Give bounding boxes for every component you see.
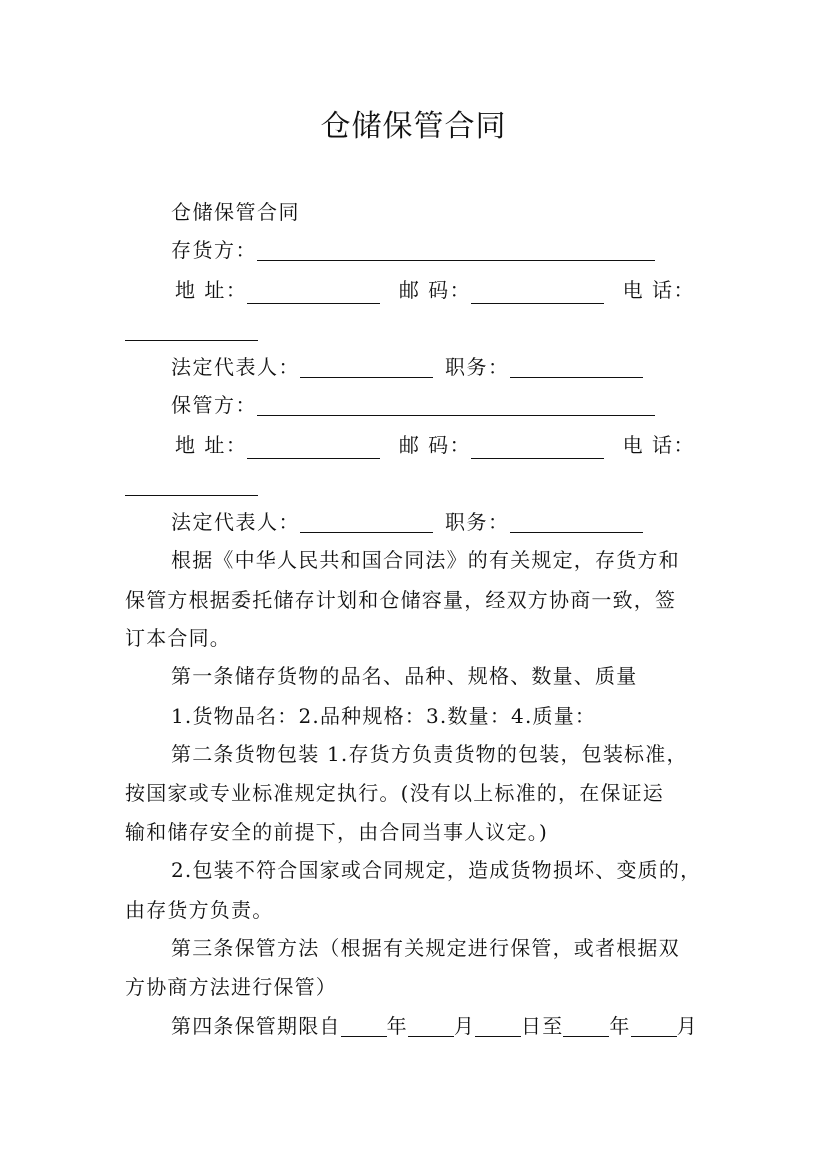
depositor-rep-label: 法定代表人： — [171, 355, 300, 379]
depositor-phone-label: 电 话： — [622, 278, 695, 302]
start-month-label: 月 — [453, 1014, 476, 1038]
depositor-phone-blank[interactable] — [125, 320, 258, 341]
depositor-rep-line — [171, 353, 643, 381]
paragraph-line: 输和储存安全的前提下，由合同当事人议定。) — [125, 820, 549, 844]
paragraph-line: 2.包装不符合国家或合同规定，造成货物损坏、变质的， — [171, 858, 702, 882]
start-year-label: 年 — [386, 1014, 408, 1038]
article-1-items: 1.货物品名：2.品种规格：3.数量：4.质量： — [171, 704, 597, 728]
start-day-label: 日至 — [521, 1014, 564, 1038]
keeper-address-blank[interactable] — [247, 438, 380, 459]
article-4-line — [171, 1012, 698, 1040]
depositor-label: 存货方： — [171, 238, 257, 262]
keeper-postcode-blank[interactable] — [471, 438, 604, 459]
subtitle-line: 仓储保管合同 — [171, 200, 300, 224]
depositor-contact-row — [175, 276, 695, 304]
keeper-phone-blank[interactable] — [125, 475, 258, 496]
keeper-phone-label: 电 话： — [622, 433, 695, 457]
depositor-position-label: 职务： — [445, 355, 510, 379]
keeper-rep-line — [171, 508, 643, 536]
document-title: 仓储保管合同 — [320, 109, 507, 144]
depositor-blank[interactable] — [257, 240, 655, 261]
keeper-contact-row — [175, 431, 695, 459]
keeper-address-label: 地 址： — [175, 433, 248, 457]
article-2-line: 第二条货物包装 1.存货方负责货物的包装，包装标准， — [171, 742, 688, 766]
depositor-address-blank[interactable] — [247, 283, 380, 304]
depositor-position-blank[interactable] — [510, 357, 643, 378]
end-month-blank[interactable] — [631, 1016, 677, 1037]
paragraph-line: 保管方根据委托储存计划和仓储容量，经双方协商一致，签 — [125, 588, 677, 612]
depositor-postcode-label: 邮 码： — [398, 278, 472, 302]
end-month-label: 月 — [676, 1014, 698, 1038]
keeper-position-label: 职务： — [445, 510, 510, 534]
end-year-blank[interactable] — [563, 1016, 609, 1037]
paragraph-line: 根据《中华人民共和国合同法》的有关规定，存货方和 — [171, 548, 680, 572]
keeper-postcode-label: 邮 码： — [398, 433, 472, 457]
end-year-label: 年 — [609, 1014, 631, 1038]
depositor-phone-line — [125, 316, 258, 344]
depositor-line — [171, 236, 655, 264]
paragraph-line: 订本合同。 — [125, 626, 231, 650]
keeper-rep-blank[interactable] — [300, 512, 433, 533]
start-year-blank[interactable] — [341, 1016, 387, 1037]
paragraph-line: 方协商方法进行保管） — [125, 975, 337, 999]
keeper-position-blank[interactable] — [510, 512, 643, 533]
keeper-line — [171, 391, 655, 419]
article-3-line: 第三条保管方法（根据有关规定进行保管，或者根据双 — [171, 936, 680, 960]
paragraph-line: 由存货方负责。 — [125, 898, 274, 922]
paragraph-line: 按国家或专业标准规定执行。(没有以上标准的，在保证运 — [125, 781, 665, 805]
keeper-label: 保管方： — [171, 393, 257, 417]
keeper-blank[interactable] — [257, 395, 655, 416]
article-1-heading: 第一条储存货物的品名、品种、规格、数量、质量 — [171, 664, 638, 688]
start-month-blank[interactable] — [408, 1016, 454, 1037]
depositor-address-label: 地 址： — [175, 278, 248, 302]
depositor-rep-blank[interactable] — [300, 357, 433, 378]
article-4-prefix: 第四条保管期限自 — [171, 1014, 341, 1038]
depositor-postcode-blank[interactable] — [471, 283, 604, 304]
keeper-rep-label: 法定代表人： — [171, 510, 300, 534]
start-day-blank[interactable] — [475, 1016, 521, 1037]
keeper-phone-line — [125, 471, 258, 499]
